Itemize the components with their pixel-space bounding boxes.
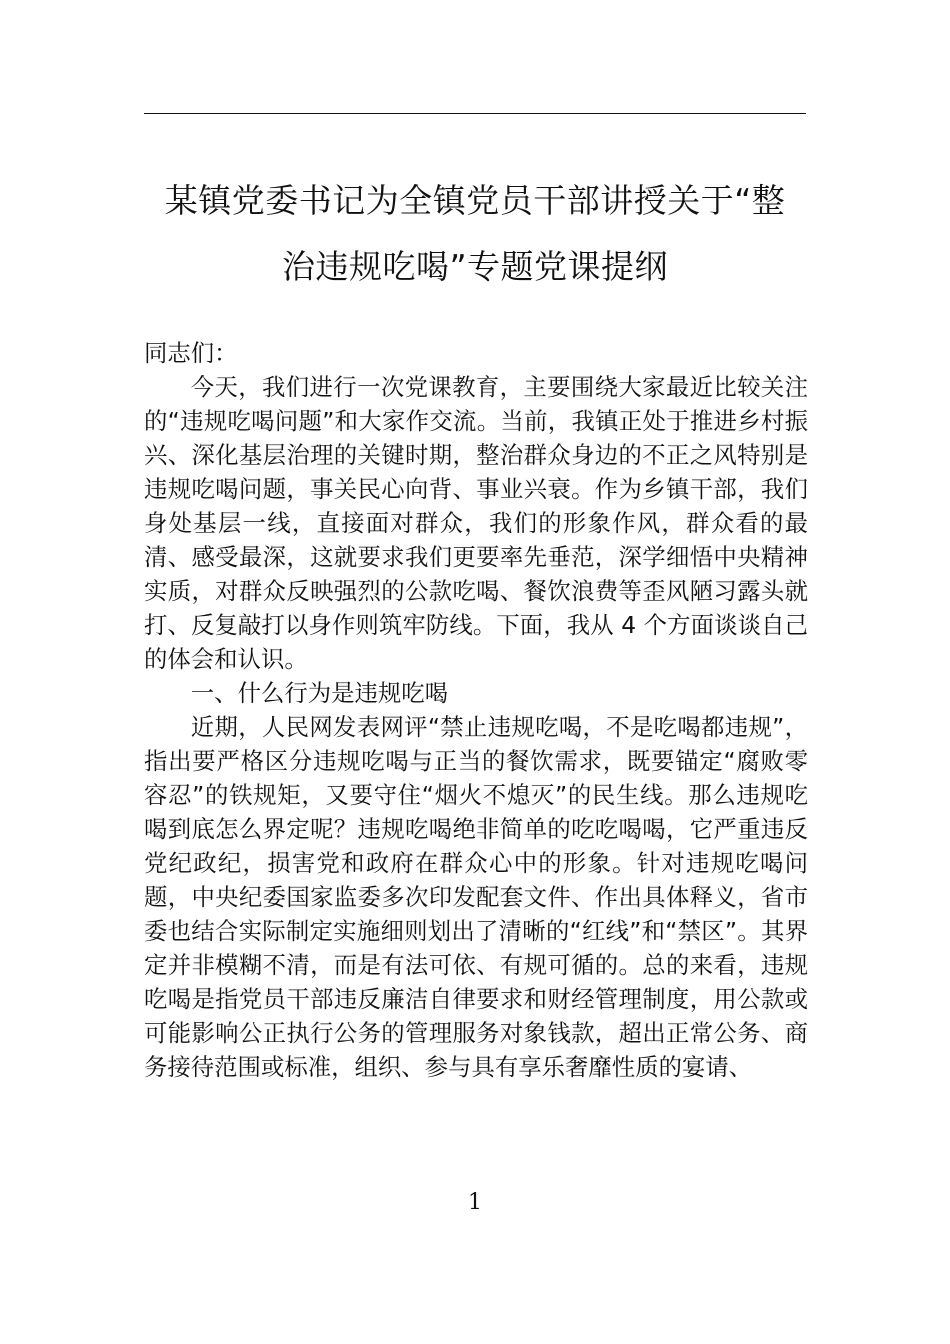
document-title [130, 168, 820, 300]
section-heading-1: 一、什么行为是违规吃喝 [190, 679, 449, 707]
intro-paragraph: 今天，我们进行一次党课教育，主要围绕大家最近比较关注的“违规吃喝问题”和大家作交流。当前，我镇正处于推进乡村振兴、深化基层治理的关键时期，整治群众身边的不正之风特别是违规吃喝问题，事关民心向背、事业兴衰。作为乡镇干部，我们身处基层一线，直接面对群众，我们的形象作风，群众看的最清、感受最深，这就要求我们更要率先垂范，深学细悟中央精神实质，对群众反映强烈的公款吃喝、餐饮浪费等歪风陋习露头就打、反复敲打以身作则筑牢防线。下面，我从 4 个方面谈谈自己的体会和认识。 [144, 373, 808, 673]
salutation: 同志们： [144, 339, 238, 367]
header-rule [144, 113, 806, 114]
section-1-paragraph: 近期，人民网发表网评“禁止违规吃喝，不是吃喝都违规”，指出要严格区分违规吃喝与正当的餐饮需求，既要锚定“腐败零容忍”的铁规矩，又要守住“烟火不熄灭”的民生线。那么违规吃喝到底怎么界定呢？违规吃喝绝非简单的吃吃喝喝，它严重违反党纪政纪，损害党和政府在群众心中的形象。针对违规吃喝问题，中央纪委国家监委多次印发配套文件、作出具体释义，省市委也结合实际制定实施细则划出了清晰的“红线”和“禁区”。其界定并非模糊不清，而是有法可依、有规可循的。总的来看，违规吃喝是指党员干部违反廉洁自律要求和财经管理制度，用公款或可能影响公正执行公务的管理服务对象钱款，超出正常公务、商务接待范围或标准，组织、参与具有享乐奢靡性质的宴请、 [144, 713, 808, 1081]
document-body [144, 336, 808, 1084]
page-number: 1 [468, 1190, 482, 1215]
title-line-2: 治违规吃喝”专题党课提纲 [281, 247, 669, 286]
title-line-1: 某镇党委书记为全镇党员干部讲授关于“整 [164, 181, 786, 220]
